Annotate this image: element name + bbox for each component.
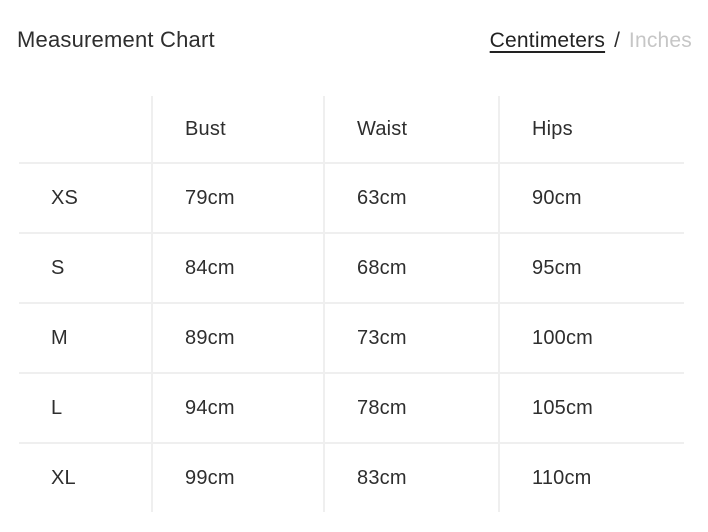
unit-option-inches[interactable]: Inches	[628, 29, 692, 52]
table-header-row	[19, 96, 684, 164]
table-row	[19, 304, 684, 374]
header-cell-bust: Bust	[151, 96, 323, 162]
bust-value-cell: 79cm	[151, 164, 323, 232]
table-body	[19, 164, 684, 512]
bust-value-cell: 89cm	[151, 304, 323, 372]
waist-value-cell: 68cm	[323, 234, 498, 302]
size-label-cell: S	[51, 256, 65, 279]
hips-value-cell: 110cm	[498, 444, 684, 512]
table-row	[19, 374, 684, 444]
page-header	[17, 28, 692, 53]
size-label-cell: L	[51, 396, 63, 419]
size-label-cell: XL	[51, 466, 76, 489]
hips-value-cell: 105cm	[498, 374, 684, 442]
table-row	[19, 234, 684, 304]
size-label-cell: M	[51, 326, 68, 349]
header-cell-size	[19, 96, 151, 162]
waist-value-cell: 63cm	[323, 164, 498, 232]
waist-value-cell: 83cm	[323, 444, 498, 512]
unit-toggle	[490, 29, 692, 53]
hips-value-cell: 100cm	[498, 304, 684, 372]
bust-value-cell: 99cm	[151, 444, 323, 512]
table-row	[19, 444, 684, 512]
unit-toggle-separator: /	[614, 29, 620, 52]
waist-value-cell: 73cm	[323, 304, 498, 372]
size-table	[19, 96, 684, 512]
waist-value-cell: 78cm	[323, 374, 498, 442]
size-label-cell: XS	[51, 186, 79, 209]
bust-value-cell: 84cm	[151, 234, 323, 302]
hips-value-cell: 90cm	[498, 164, 684, 232]
unit-option-centimeters[interactable]: Centimeters	[489, 29, 606, 52]
bust-value-cell: 94cm	[151, 374, 323, 442]
header-cell-hips: Hips	[498, 96, 684, 162]
hips-value-cell: 95cm	[498, 234, 684, 302]
header-cell-waist: Waist	[323, 96, 498, 162]
table-row	[19, 164, 684, 234]
page-title: Measurement Chart	[17, 27, 215, 52]
